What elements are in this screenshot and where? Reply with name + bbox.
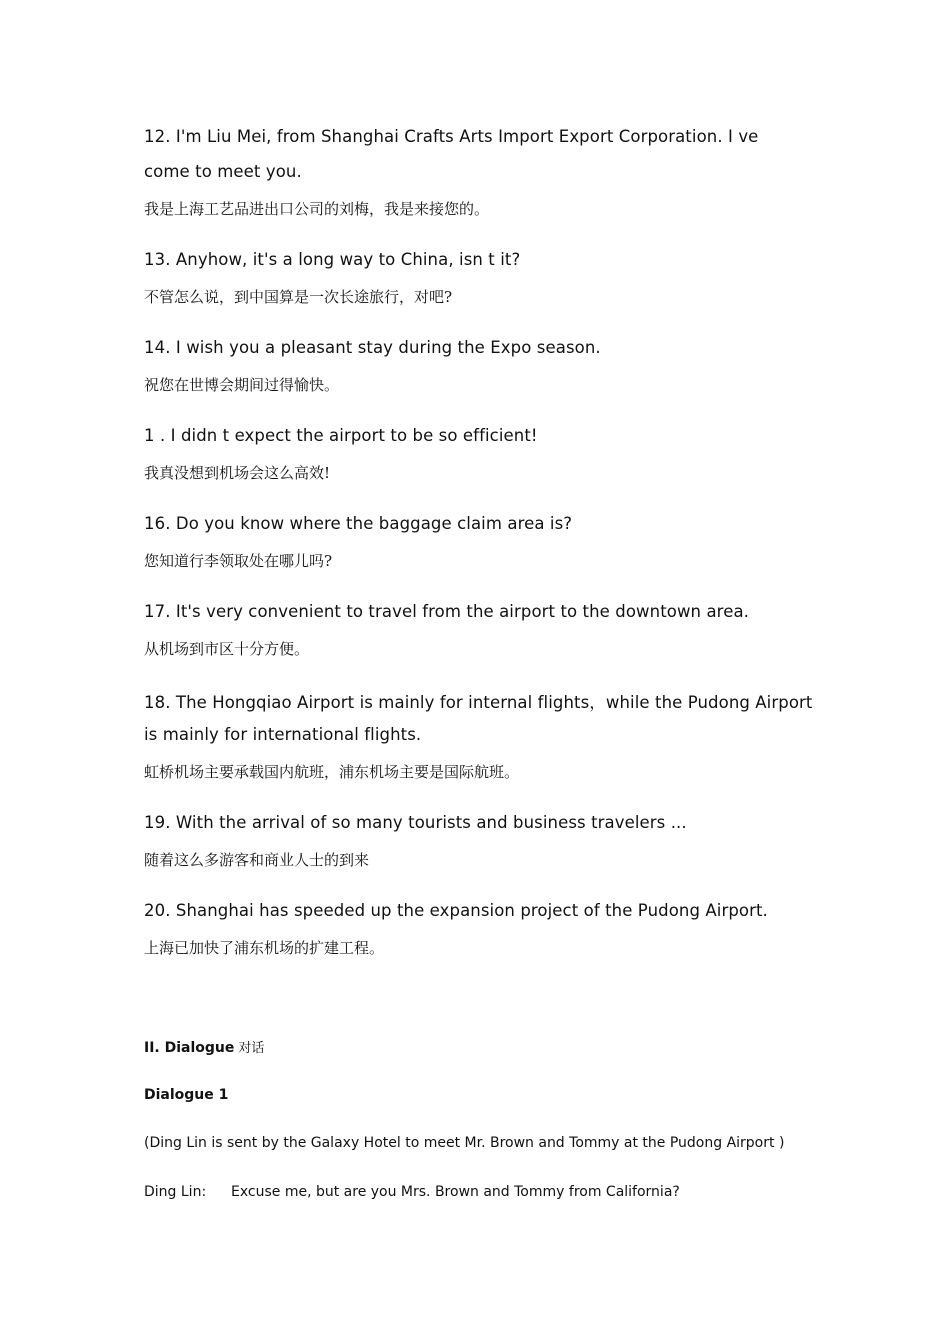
section-title-cn: 对话: [238, 1041, 265, 1056]
sentence-12-line-1: 12. I'm Liu Mei, from Shanghai Crafts Arts Import Export Corporation. I ve: [144, 127, 759, 146]
dialogue-text: Excuse me, but are you Mrs. Brown and Tommy from California?: [231, 1184, 680, 1200]
sentence-14-translation: 祝您在世博会期间过得愉快。: [144, 376, 340, 394]
sentence-17-translation: 从机场到市区十分方便。: [144, 640, 310, 658]
sentence-20-line-1: 20. Shanghai has speeded up the expansion project of the Pudong Airport.: [144, 901, 768, 920]
sentence-18-line-2: is mainly for international flights.: [144, 725, 422, 744]
dialogue-subtitle: Dialogue 1: [144, 1087, 229, 1103]
sentence-17-line-1: 17. It's very convenient to travel from the airport to the downtown area.: [144, 602, 749, 621]
dialogue-context: (Ding Lin is sent by the Galaxy Hotel to meet Mr. Brown and Tommy at the Pudong Airport ): [144, 1135, 785, 1151]
sentence-13-translation: 不管怎么说，到中国算是一次长途旅行，对吧?: [144, 288, 453, 306]
sentence-15-translation: 我真没想到机场会这么高效!: [144, 464, 331, 482]
sentence-19-line-1: 19. With the arrival of so many tourists and business travelers ...: [144, 813, 687, 832]
sentence-18-translation: 虹桥机场主要承载国内航班，浦东机场主要是国际航班。: [144, 763, 520, 781]
sentence-12-translation: 我是上海工艺品进出口公司的刘梅，我是来接您的。: [144, 200, 490, 218]
dialogue-speaker: Ding Lin:: [144, 1184, 207, 1200]
dialogue-line: [144, 1184, 680, 1200]
sentence-15-line-1: 1 . I didn t expect the airport to be so efficient!: [144, 426, 538, 445]
sentence-14-line-1: 14. I wish you a pleasant stay during the Expo season.: [144, 338, 601, 357]
sentence-16-line-1: 16. Do you know where the baggage claim area is?: [144, 514, 573, 533]
sentence-12-line-2: come to meet you.: [144, 162, 302, 181]
sentence-16-translation: 您知道行李领取处在哪儿吗?: [144, 552, 333, 570]
section-heading: [144, 1037, 264, 1056]
sentence-19-translation: 随着这么多游客和商业人士的到来: [144, 851, 370, 869]
sentence-20-translation: 上海已加快了浦东机场的扩建工程。: [144, 939, 385, 957]
sentence-18-line-1: 18. The Hongqiao Airport is mainly for internal flights，while the Pudong Airport: [144, 693, 813, 712]
section-title: II. Dialogue: [144, 1040, 235, 1056]
sentence-13-line-1: 13. Anyhow, it's a long way to China, isn t it?: [144, 250, 521, 269]
